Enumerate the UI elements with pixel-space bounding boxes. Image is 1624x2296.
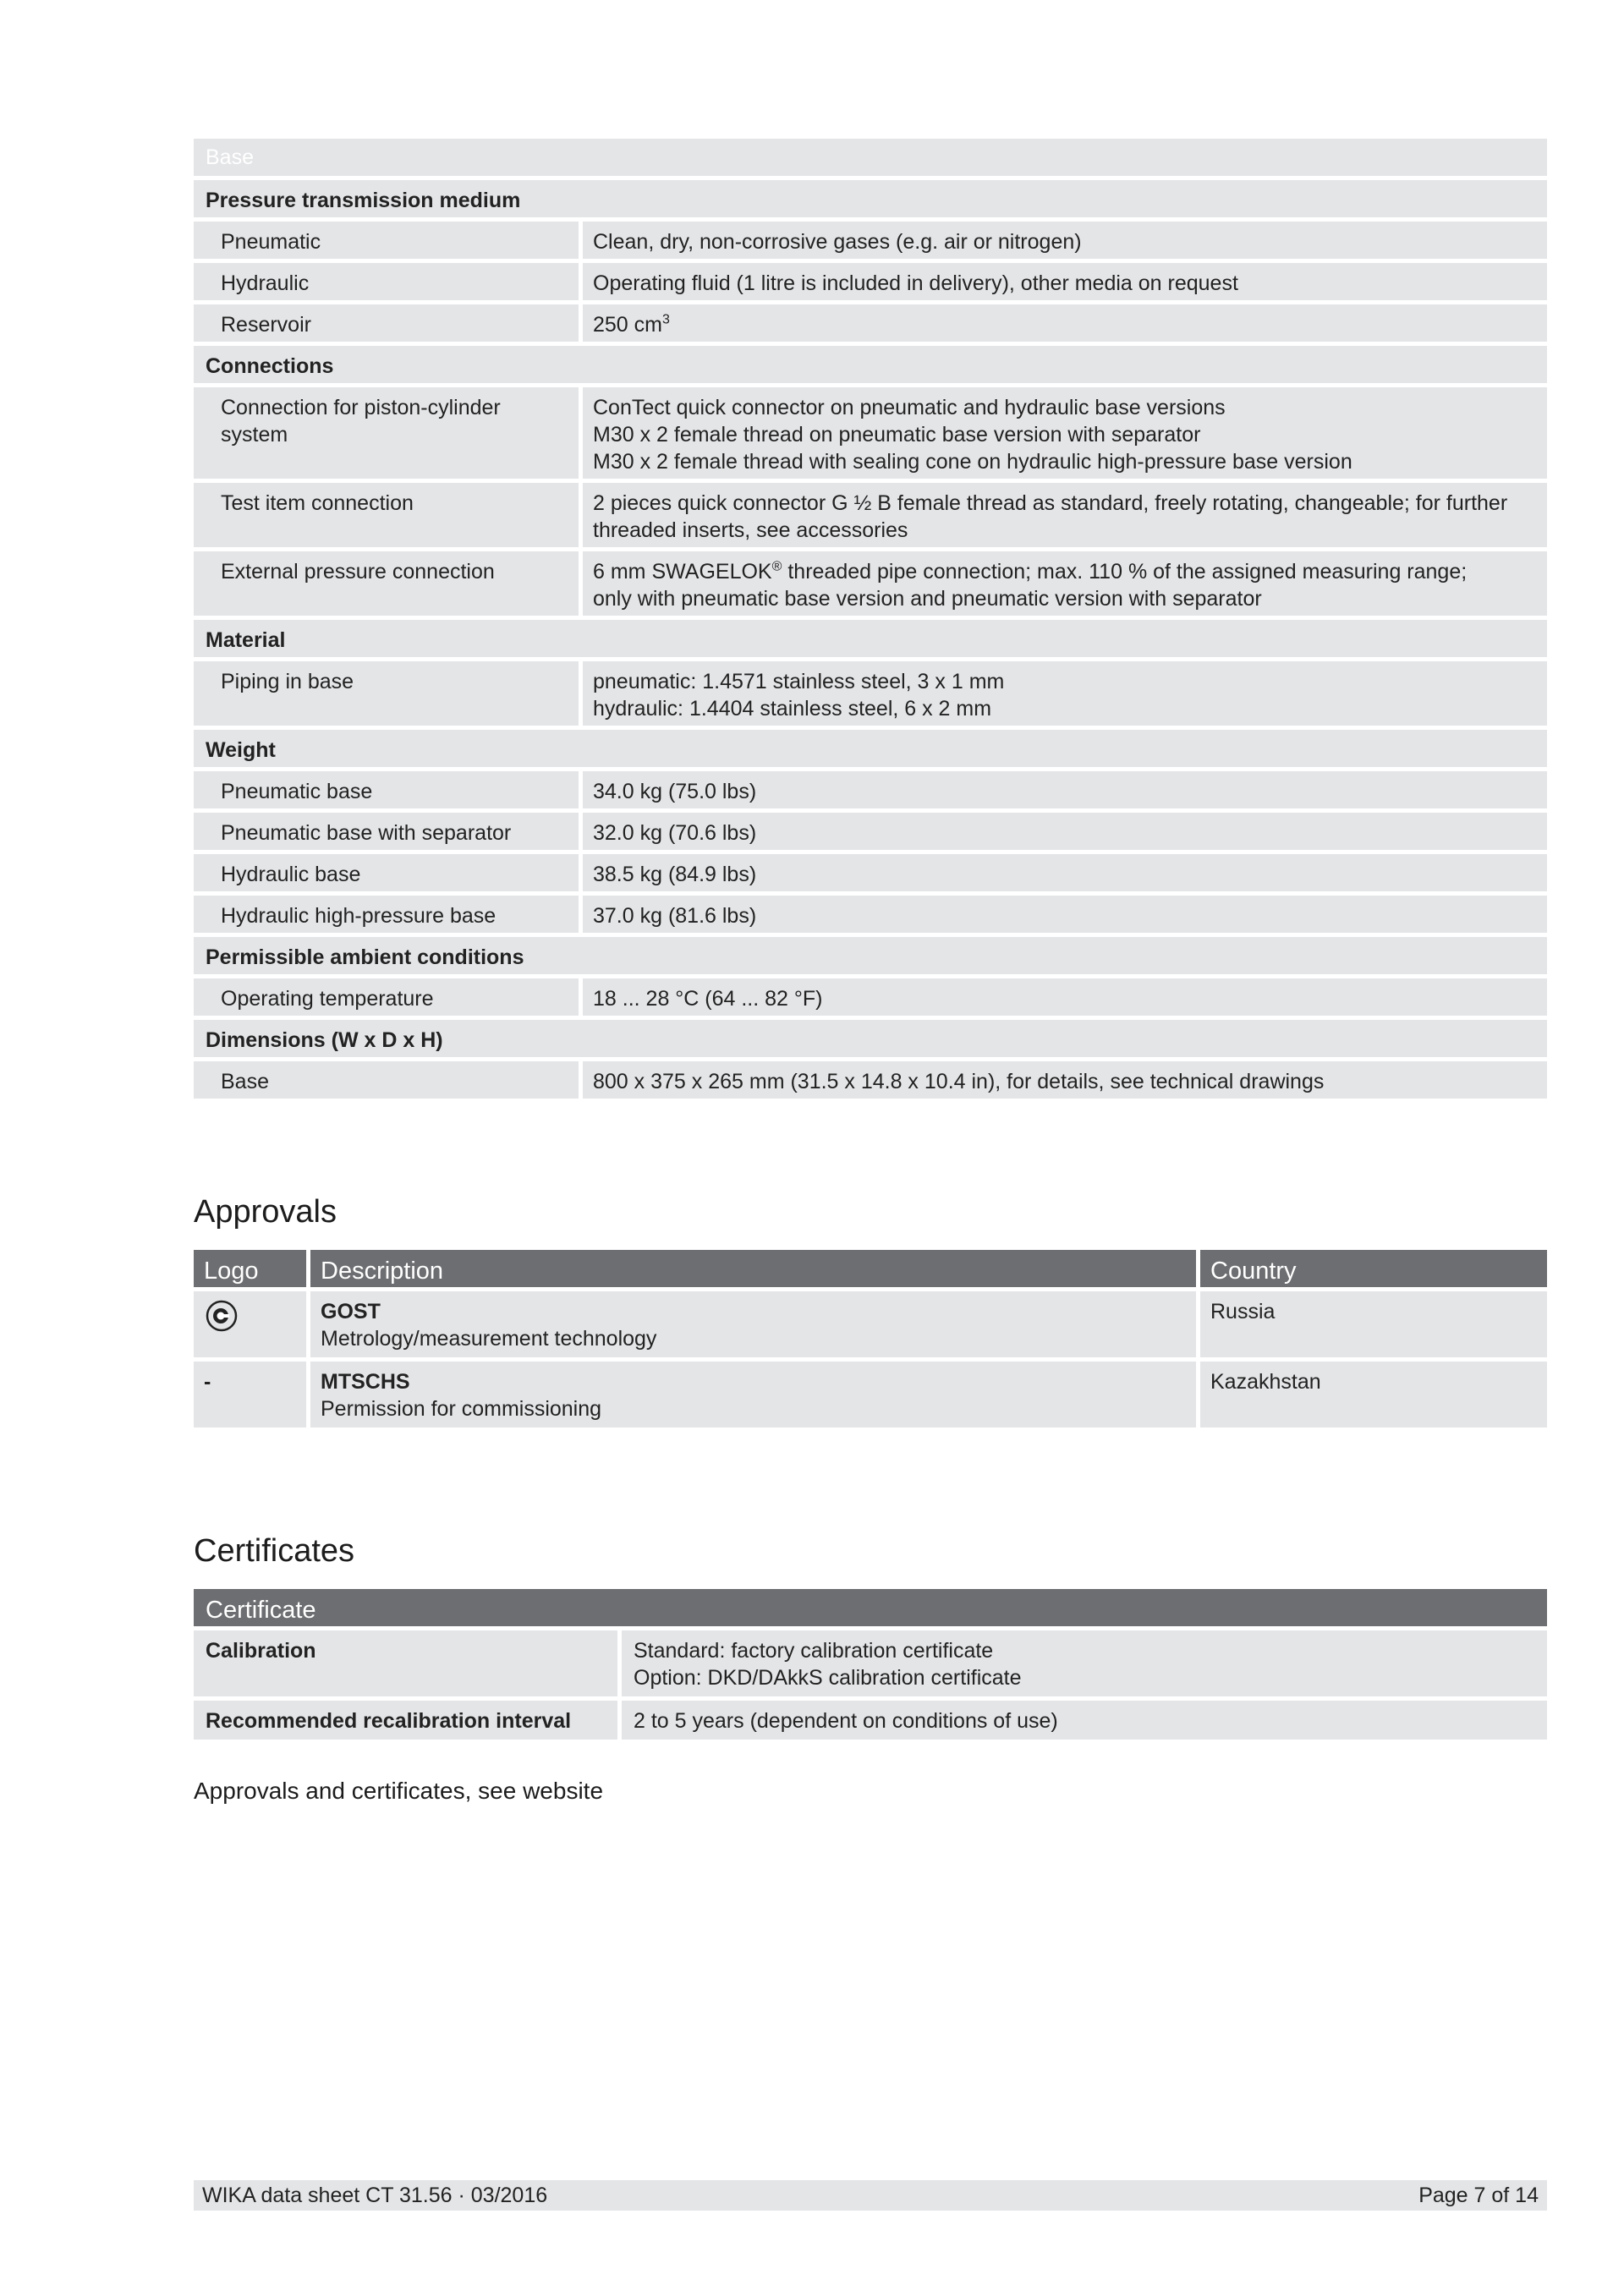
row-value: Clean, dry, non-corrosive gases (e.g. air or nitrogen)	[583, 222, 1547, 259]
approvals-title: Approvals	[194, 1194, 337, 1230]
row-value: 34.0 kg (75.0 lbs)	[583, 771, 1547, 808]
table-header: Certificate	[194, 1589, 1547, 1626]
row-value: 2 pieces quick connector G ½ B female thread as standard, freely rotating, changeable; for further threaded inserts, see accessories	[583, 483, 1547, 547]
logo-cell	[194, 1291, 310, 1357]
row-value: 37.0 kg (81.6 lbs)	[583, 896, 1547, 933]
description-cell: GOST Metrology/measurement technology	[310, 1291, 1200, 1357]
table-row	[194, 1630, 1547, 1696]
row-label: Hydraulic base	[194, 854, 583, 891]
country-cell: Kazakhstan	[1200, 1362, 1547, 1427]
row-value: 38.5 kg (84.9 lbs)	[583, 854, 1547, 891]
row-value: 18 ... 28 °C (64 ... 82 °F)	[583, 978, 1547, 1016]
row-label: Operating temperature	[194, 978, 583, 1016]
certificates-title: Certificates	[194, 1533, 355, 1569]
group-title: Permissible ambient conditions	[194, 937, 1547, 974]
column-header: Logo	[194, 1250, 310, 1287]
certificates-table	[194, 1585, 1547, 1744]
table-row	[194, 1362, 1547, 1427]
row-value: 6 mm SWAGELOK® threaded pipe connection; max. 110 % of the assigned measuring range; only with pneumatic base version and pneumatic version with separator	[583, 551, 1547, 616]
country-cell: Russia	[1200, 1291, 1547, 1357]
logo-cell: -	[194, 1362, 310, 1427]
row-label: Calibration	[194, 1630, 622, 1696]
approvals-note: Approvals and certificates, see website	[194, 1778, 604, 1804]
group-title: Connections	[194, 346, 1547, 383]
group-title: Pressure transmission medium	[194, 180, 1547, 217]
group-title: Material	[194, 620, 1547, 657]
row-label: Connection for piston-cylinder system	[194, 387, 583, 479]
row-label: Base	[194, 1061, 583, 1099]
row-value: 250 $cm^3$	[583, 304, 1547, 342]
page-number: Page 7 of 14	[1418, 2184, 1539, 2207]
row-label: Piping in base	[194, 661, 583, 726]
table-row	[194, 1291, 1547, 1357]
row-label: Recommended recalibration interval	[194, 1701, 622, 1740]
row-label: Test item connection	[194, 483, 583, 547]
base-spec-table	[194, 134, 1547, 1103]
row-label: Hydraulic high-pressure base	[194, 896, 583, 933]
description-cell: MTSCHS Permission for commissioning	[310, 1362, 1200, 1427]
approvals-table	[194, 1246, 1547, 1432]
footer-left: WIKA data sheet CT 31.56 · 03/2016	[202, 2184, 548, 2207]
group-title: Weight	[194, 730, 1547, 767]
row-value: Standard: factory calibration certificate Option: DKD/DAkkS calibration certificate	[622, 1630, 1547, 1696]
row-value: Operating fluid (1 litre is included in delivery), other media on request	[583, 263, 1547, 300]
row-label: Pneumatic	[194, 222, 583, 259]
row-label: Pneumatic base	[194, 771, 583, 808]
row-label: External pressure connection	[194, 551, 583, 616]
row-value: 32.0 kg (70.6 lbs)	[583, 813, 1547, 850]
row-label: Pneumatic base with separator	[194, 813, 583, 850]
row-value: 2 to 5 years (dependent on conditions of use)	[622, 1701, 1547, 1740]
table-row	[194, 1701, 1547, 1740]
table-header: Base	[194, 139, 1547, 176]
row-value: pneumatic: 1.4571 stainless steel, 3 x 1 mm hydraulic: 1.4404 stainless steel, 6 x 2 mm	[583, 661, 1547, 726]
page-footer	[194, 2180, 1547, 2211]
row-value: 800 x 375 x 265 mm (31.5 x 14.8 x 10.4 in), for details, see technical drawings	[583, 1061, 1547, 1099]
gost-logo-icon	[204, 1298, 239, 1334]
group-title: Dimensions (W x D x H)	[194, 1020, 1547, 1057]
row-value: ConTect quick connector on pneumatic and hydraulic base versions M30 x 2 female thread on pneumatic base version with separator M30 x 2 female thread with sealing cone on hydraulic high-pressure base version	[583, 387, 1547, 479]
row-label: Hydraulic	[194, 263, 583, 300]
page-content	[194, 139, 1547, 1805]
row-label: Reservoir	[194, 304, 583, 342]
column-header: Description	[310, 1250, 1200, 1287]
column-header: Country	[1200, 1250, 1547, 1287]
